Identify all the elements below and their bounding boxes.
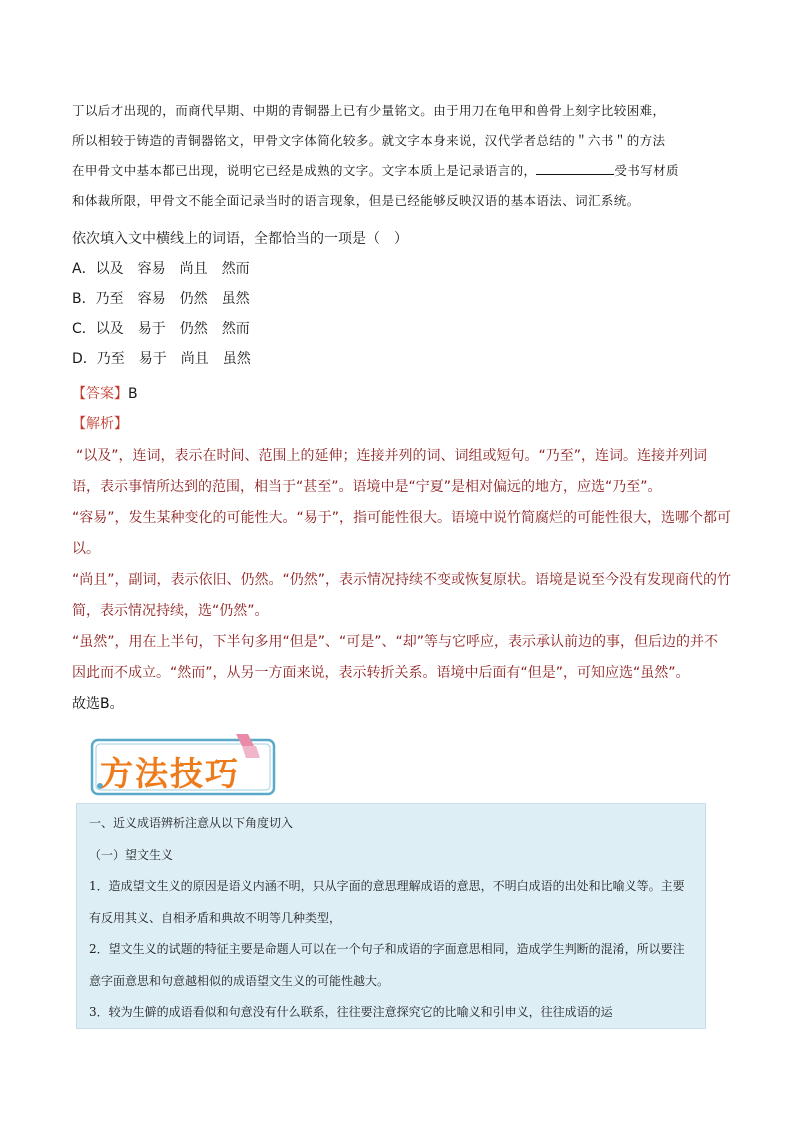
passage-line-text: 受书写材质 [614,163,679,178]
passage [72,96,724,216]
answer-line [72,379,732,409]
option-b: B．乃至 容易 仍然 虽然 [72,291,250,307]
analysis-paragraph: “尚且”，副词，表示依旧、仍然。“仍然”，表示情况持续不变或恢复原状。语境是说至今没有发现商代的竹简，表示情况持续，选“仍然”。 [72,572,732,619]
tips-box [76,803,706,1029]
tips-subheading: （一）望文生义 [89,847,174,862]
fill-blank [536,160,614,175]
tips-item: 3．较为生僻的成语看似和句意没有什么联系，往往要注意探究它的比喻义和引申义，往往成语的运 [89,1005,613,1019]
answer-value: B [128,386,138,402]
question-prompt: 依次填入文中横线上的词语，全都恰当的一项是（ ） [72,231,408,247]
analysis-paragraph: “容易”，发生某种变化的可能性大。“易于”，指可能性很大。语境中说竹简腐烂的可能性很大，选哪个都可以。 [72,510,732,557]
analysis-conclusion: 故选B。 [72,696,124,712]
analysis-paragraph: “以及”，连词，表示在时间、范围上的延伸；连接并列的词、词组或短句。“乃至”，连词。连接并列词语，表示事情所达到的范围，相当于“甚至”。语境中是“宁夏”是相对偏远的地方，应选“乃至”。 [72,448,708,495]
passage-line-text: 在甲骨文中基本都已出现，说明它已经是成熟的文字。文字本质上是记录语言的， [72,163,537,178]
tips-item: 2．望文生义的试题的特征主要是命题人可以在一个句子和成语的字面意思相同，造成学生判断的混淆，所以要注意字面意思和句意越相似的成语望文生义的可能性越大。 [89,942,685,988]
option-c: C．以及 易于 仍然 然而 [72,321,250,337]
analysis-paragraph: “虽然”，用在上半句，下半句多用“但是”、“可是”、“却”等与它呼应，表示承认前边的事，但后边的并不因此而不成立。“然而”，从另一方面来说，表示转折关系。语境中后面有“但是”，可知应选“虽然”。 [72,634,719,681]
tips-heading: 一、近义成语辨析注意从以下角度切入 [89,816,294,830]
tips-item: 1．造成望文生义的原因是语义内涵不明，只从字面的意思理解成语的意思，不明白成语的出处和比喻义等。主要有反用其义、自相矛盾和典故不明等几种类型， [89,879,685,925]
analysis [72,441,732,720]
passage-line: 和体裁所限，甲骨文不能全面记录当时的语言现象，但是已经能够反映汉语的基本语法、词汇系统。 [72,193,640,208]
answer-block [72,379,732,439]
analysis-tag: 【解析】 [72,416,128,432]
answer-tag: 【答案】 [72,386,128,402]
passage-line: 丁以后才出现的，而商代早期、中期的青铜器上已有少量铭文。由于用刀在龟甲和兽骨上刻字比较困难， [72,103,666,118]
passage-line [72,156,724,186]
option-a: A．以及 容易 尚且 然而 [72,261,250,277]
passage-line: 所以相较于铸造的青铜器铭文，甲骨文字体简化较多。就文字本身来说，汉代学者总结的＂六书＂的方法 [72,133,666,148]
option-d: D．乃至 易于 尚且 虽然 [72,351,251,367]
question [72,224,408,374]
method-banner-title: 方法技巧 [100,754,240,793]
analysis-heading [72,409,732,439]
